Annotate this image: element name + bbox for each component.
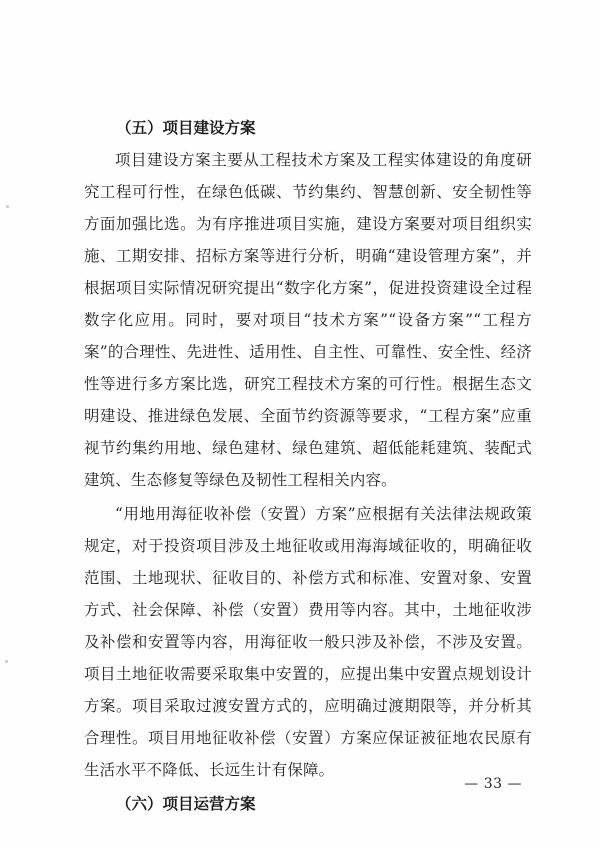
- section-heading-6: （六）项目运营方案: [116, 795, 256, 813]
- section-heading-5: （五）项目建设方案: [116, 119, 256, 137]
- page-number: — 33 —: [464, 776, 522, 792]
- document-body: [84, 112, 532, 820]
- paragraph-construction-plan: 项目建设方案主要从工程技术方案及工程实体建设的角度研究工程可行性，在绿色低碳、节约集约、智慧创新、安全韧性等方面加强比选。为有序推进项目实施，建设方案要对项目组织实施、工期安排、招标方案等进行分析，明确“建设管理方案”，并根据项目实际情况研究提出“数字化方案”，促进投资建设全过程数字化应用。同时，要对项目“技术方案”“设备方案”“工程方案”的合理性、先进性、适用性、自主性、可靠性、安全性、经济性等进行多方案比选，研究工程技术方案的可行性。根据生态文明建设、推进绿色发展、全面节约资源等要求，“工程方案”应重视节约集约用地、绿色建材、绿色建筑、超低能耗建筑、装配式建筑、生态修复等绿色及韧性工程相关内容。: [84, 151, 532, 489]
- margin-speck: [6, 205, 9, 208]
- paragraph-land-acquisition: “用地用海征收补偿（安置）方案”应根据有关法律法规政策规定，对于投资项目涉及土地征收或用海海域征收的，明确征收范围、土地现状、征收目的、补偿方式和标准、安置对象、安置方式、社会保障、补偿（安置）费用等内容。其中，土地征收涉及补偿和安置等内容，用海征收一般只涉及补偿，不涉及安置。项目土地征收需要采取集中安置的，应提出集中安置点规划设计方案。项目采取过渡安置方式的，应明确过渡期限等，并分析其合理性。项目用地征收补偿（安置）方案应保证被征地农民原有生活水平不降低、长远生计有保障。: [84, 505, 532, 779]
- margin-speck: [5, 660, 8, 663]
